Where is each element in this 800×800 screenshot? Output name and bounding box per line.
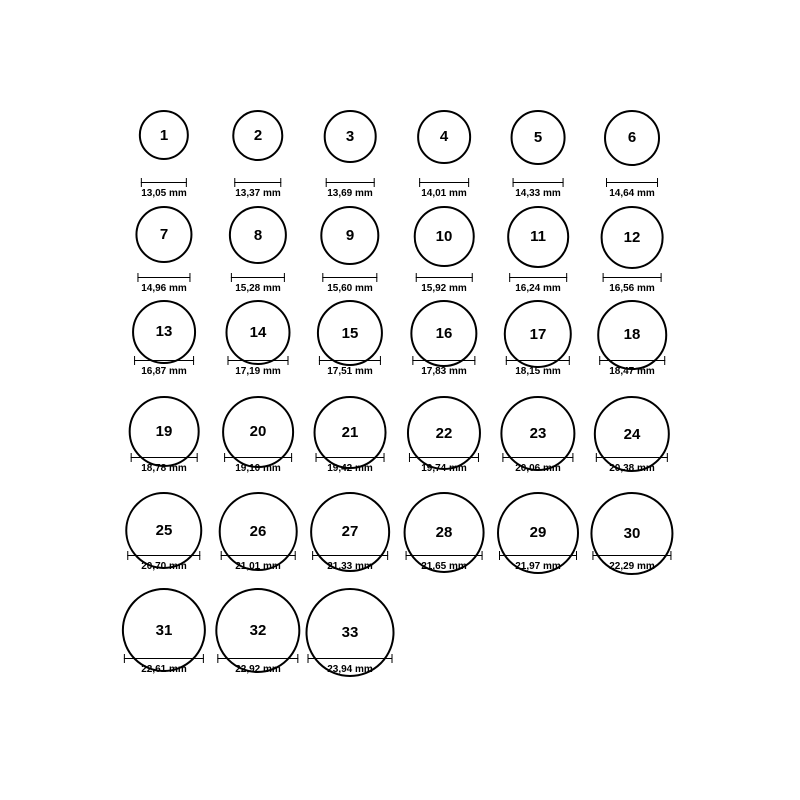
ring-number: 28 (435, 523, 453, 541)
ring-size-label: 14,96 mm (141, 283, 187, 294)
ring-circle (410, 300, 477, 367)
dimension-line (506, 360, 570, 361)
ring-circle (511, 110, 566, 165)
ring-number: 7 (159, 226, 169, 244)
ring-size-label: 22,92 mm (235, 664, 281, 675)
ring-number: 19 (155, 422, 173, 440)
ring-number: 2 (253, 127, 263, 145)
dimension-line (596, 457, 668, 458)
dimension-line (124, 658, 204, 659)
ring-number: 24 (623, 425, 641, 443)
ring-number: 3 (345, 127, 355, 145)
dimension-line (502, 457, 573, 458)
ring-circle (504, 300, 572, 368)
ring-number: 21 (341, 423, 359, 441)
ring-number: 5 (533, 128, 543, 146)
ring-number: 8 (253, 226, 263, 244)
ring-size-label: 19,42 mm (327, 463, 373, 474)
dimension-line (319, 360, 381, 361)
ring-circle (122, 588, 206, 672)
ring-size-label: 15,60 mm (327, 283, 373, 294)
ring-size-label: 13,37 mm (235, 188, 281, 199)
ring-size-item (577, 300, 687, 396)
ring-size-label: 17,83 mm (421, 366, 467, 377)
ring-number: 1 (159, 126, 169, 144)
ring-size-label: 15,92 mm (421, 283, 467, 294)
ring-number: 6 (627, 129, 637, 147)
ring-number: 16 (435, 325, 453, 343)
dimension-line (326, 182, 375, 183)
dimension-line (419, 182, 469, 183)
ring-size-label: 15,28 mm (235, 283, 281, 294)
dimension-line (513, 182, 564, 183)
ring-circle (324, 110, 377, 163)
ring-size-label: 13,69 mm (327, 188, 373, 199)
dimension-line (592, 555, 671, 556)
dimension-line (131, 457, 198, 458)
ring-number: 10 (435, 227, 453, 245)
dimension-line (406, 555, 483, 556)
dimension-line (141, 182, 187, 183)
ring-circle (417, 110, 471, 164)
ring-size-label: 20,38 mm (609, 463, 655, 474)
ring-size-label: 22,29 mm (609, 561, 655, 572)
dimension-line (234, 182, 281, 183)
ring-size-label: 17,51 mm (327, 366, 373, 377)
ring-number: 15 (341, 324, 359, 342)
dimension-line (316, 457, 385, 458)
ring-number: 32 (249, 622, 267, 640)
ring-circle (132, 300, 196, 364)
ring-size-label: 17,19 mm (235, 366, 281, 377)
ring-number: 12 (623, 228, 641, 246)
dimension-line (134, 360, 194, 361)
ring-number: 31 (155, 621, 173, 639)
ring-number: 22 (435, 424, 453, 442)
ring-size-label: 16,87 mm (141, 366, 187, 377)
ring-size-label: 19,74 mm (421, 463, 467, 474)
ring-number: 11 (530, 228, 546, 246)
ring-circle (125, 492, 202, 569)
dimension-line (127, 555, 200, 556)
dimension-line (231, 277, 285, 278)
ring-circle (215, 588, 300, 673)
ring-size-item (577, 396, 687, 492)
ring-size-label: 20,06 mm (515, 463, 561, 474)
dimension-line (308, 658, 393, 659)
dimension-line (599, 360, 665, 361)
ring-circle (229, 206, 287, 264)
ring-size-label: 13,05 mm (141, 188, 187, 199)
ring-size-label: 21,33 mm (327, 561, 373, 572)
ring-size-label: 18,15 mm (515, 366, 561, 377)
ring-size-label: 20,70 mm (141, 561, 187, 572)
dimension-line (227, 360, 288, 361)
ring-size-label: 21,01 mm (235, 561, 281, 572)
dimension-line (224, 457, 292, 458)
ring-circle (604, 110, 660, 166)
dimension-line (221, 555, 296, 556)
ring-size-label: 21,65 mm (421, 561, 467, 572)
ring-circle (407, 396, 481, 470)
dimension-line (416, 277, 473, 278)
dimension-line (217, 658, 298, 659)
ring-size-label: 23,94 mm (327, 664, 373, 675)
ring-number: 20 (249, 423, 267, 441)
dimension-line (312, 555, 388, 556)
ring-size-label: 21,97 mm (515, 561, 561, 572)
dimension-line (606, 182, 658, 183)
ring-number: 18 (623, 326, 641, 344)
ring-circle (500, 396, 575, 471)
ring-circle (601, 206, 664, 269)
ring-size-label: 16,56 mm (609, 283, 655, 294)
dimension-line (137, 277, 190, 278)
ring-circle (507, 206, 569, 268)
ring-circle (139, 110, 189, 160)
ring-circle (414, 206, 475, 267)
ring-size-label: 14,01 mm (421, 188, 467, 199)
ring-number: 26 (249, 522, 267, 540)
dimension-line (322, 277, 377, 278)
ring-number: 9 (345, 227, 355, 245)
ring-number: 14 (249, 324, 267, 341)
ring-circle (219, 492, 298, 571)
ring-size-item (577, 492, 687, 588)
ring-number: 23 (529, 425, 547, 443)
ring-number: 4 (439, 128, 449, 146)
ring-circle (135, 206, 192, 263)
ring-number: 27 (341, 523, 359, 541)
ring-size-label: 18,78 mm (141, 463, 187, 474)
ring-number: 13 (155, 323, 173, 341)
ring-number: 17 (529, 325, 547, 343)
ring-size-label: 18,47 mm (609, 366, 655, 377)
ring-size-label: 19,10 mm (235, 463, 281, 474)
ring-circle (317, 300, 383, 366)
ring-circle (320, 206, 379, 265)
ring-size-label: 14,33 mm (515, 188, 561, 199)
ring-circle (594, 396, 670, 472)
ring-size-label: 14,64 mm (609, 188, 655, 199)
ring-circle (232, 110, 283, 161)
ring-size-label: 22,61 mm (141, 664, 187, 675)
dimension-line (499, 555, 577, 556)
ring-circle (310, 492, 390, 572)
dimension-line (603, 277, 662, 278)
ring-size-label: 16,24 mm (515, 283, 561, 294)
dimension-line (412, 360, 475, 361)
ring-number: 25 (155, 522, 173, 540)
dimension-line (509, 277, 567, 278)
ring-circle (225, 300, 290, 365)
ring-number: 29 (529, 524, 547, 542)
dimension-line (409, 457, 479, 458)
ring-number: 30 (623, 525, 641, 543)
ring-number: 33 (341, 623, 359, 641)
